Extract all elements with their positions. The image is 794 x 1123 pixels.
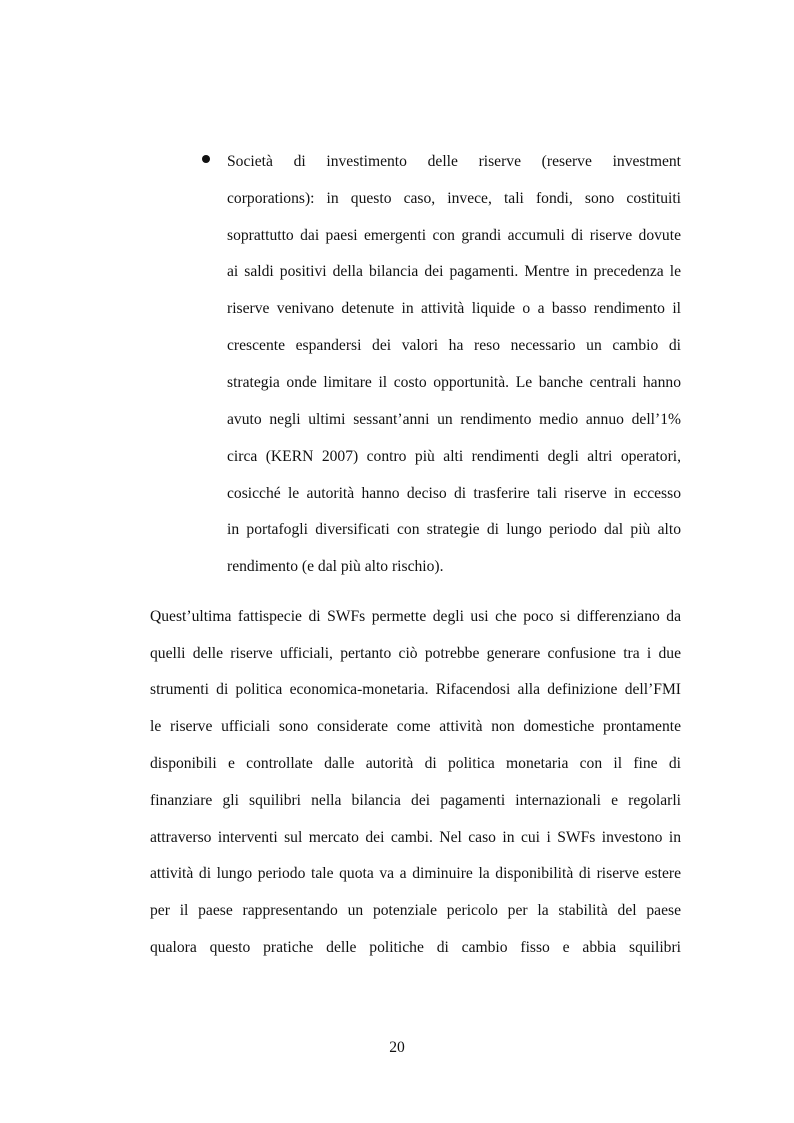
bullet-line: ai saldi positivi della bilancia dei pagamenti. Mentre in precedenza le [227, 263, 681, 280]
paragraph-line: qualora questo pratiche delle politiche di cambio fisso e abbia squilibri [150, 939, 681, 956]
bullet-point-icon [202, 155, 210, 163]
page-number: 20 [389, 1039, 405, 1056]
bullet-line: corporations): in questo caso, invece, tali fondi, sono costituiti [227, 190, 681, 207]
bullet-line: strategia onde limitare il costo opportunità. Le banche centrali hanno [227, 374, 681, 391]
paragraph-line: quelli delle riserve ufficiali, pertanto ciò potrebbe generare confusione tra i due [150, 645, 681, 662]
bullet-line: in portafogli diversificati con strategie di lungo periodo dal più alto [227, 521, 681, 538]
paragraph-line: attraverso interventi sul mercato dei cambi. Nel caso in cui i SWFs investono in [150, 829, 681, 846]
bullet-line: circa (KERN 2007) contro più alti rendimenti degli altri operatori, [227, 448, 681, 465]
paragraph-line: disponibili e controllate dalle autorità di politica monetaria con il fine di [150, 755, 681, 772]
bullet-line: rendimento (e dal più alto rischio). [227, 558, 444, 575]
bullet-line: crescente espandersi dei valori ha reso necessario un cambio di [227, 337, 681, 354]
paragraph-line: per il paese rappresentando un potenziale pericolo per la stabilità del paese [150, 902, 681, 919]
paragraph-line: finanziare gli squilibri nella bilancia dei pagamenti internazionali e regolarli [150, 792, 681, 809]
bullet-line: riserve venivano detenute in attività liquide o a basso rendimento il [227, 300, 681, 317]
paragraph-line: le riserve ufficiali sono considerate come attività non domestiche prontamente [150, 718, 681, 735]
paragraph-line: strumenti di politica economica-monetaria. Rifacendosi alla definizione dell’FMI [150, 681, 681, 698]
paragraph-line: attività di lungo periodo tale quota va a diminuire la disponibilità di riserve estere [150, 865, 681, 882]
bullet-line: cosicché le autorità hanno deciso di trasferire tali riserve in eccesso [227, 485, 681, 502]
bullet-line: Società di investimento delle riserve (reserve investment [227, 153, 681, 170]
bullet-line: soprattutto dai paesi emergenti con grandi accumuli di riserve dovute [227, 227, 681, 244]
bullet-line: avuto negli ultimi sessant’anni un rendimento medio annuo dell’1% [227, 411, 681, 428]
paragraph-line: Quest’ultima fattispecie di SWFs permette degli usi che poco si differenziano da [150, 608, 681, 625]
